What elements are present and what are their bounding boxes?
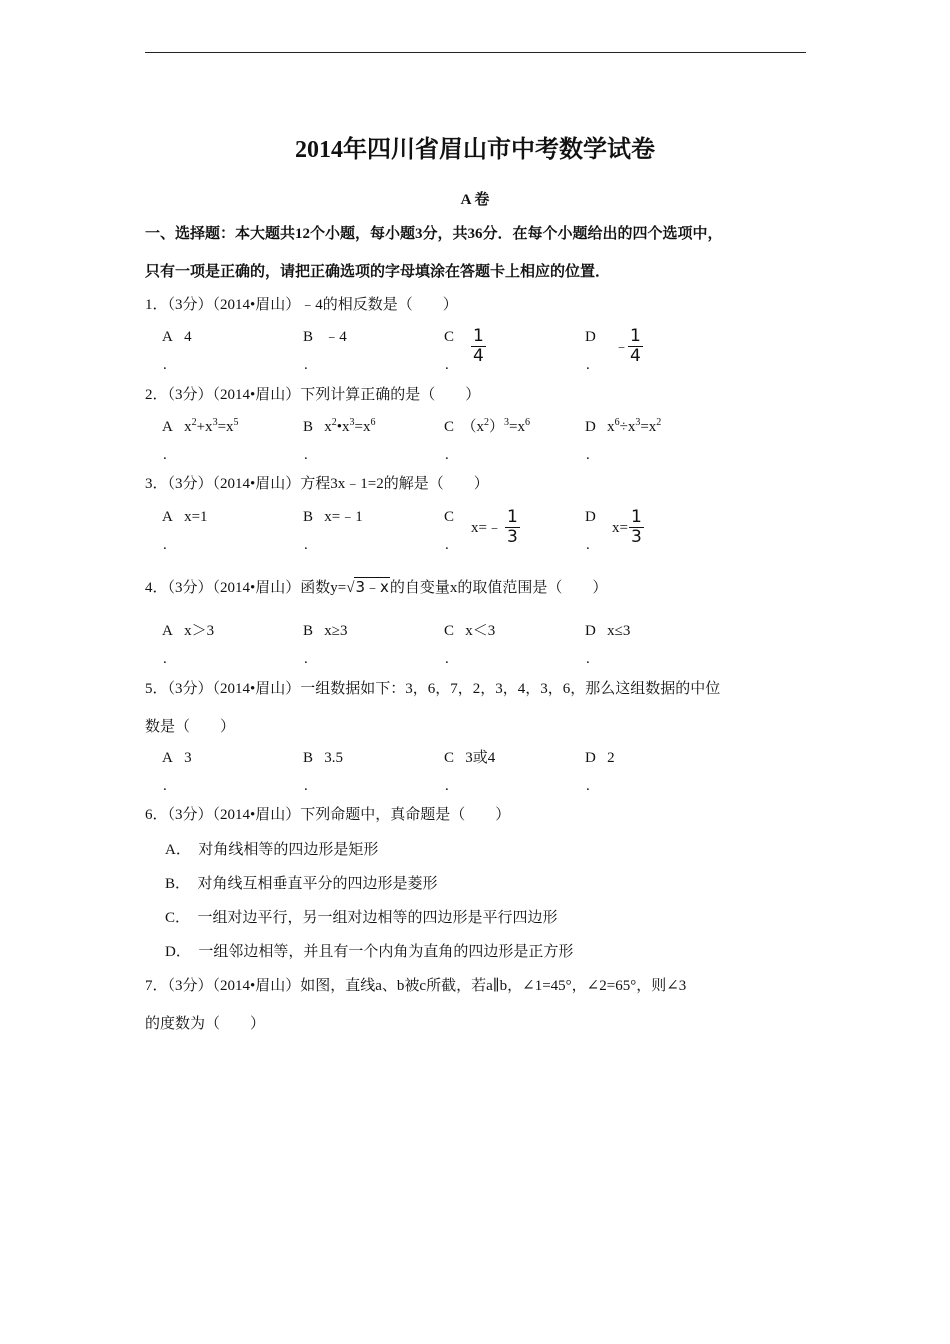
option-text: 3 — [184, 750, 192, 766]
option-dot: . — [445, 447, 449, 463]
option-b[interactable]: B． 对角线互相垂直平分的四边形是菱形 — [165, 876, 438, 892]
option-text: 4 — [184, 329, 192, 345]
option-letter: B — [303, 419, 314, 435]
option-c[interactable] — [444, 417, 530, 437]
page-title: 2014年四川省眉山市中考数学试卷 — [295, 137, 655, 163]
option-letter: D — [585, 509, 596, 525]
option-d[interactable]: D． 一组邻边相等，并且有一个内角为直角的四边形是正方形 — [165, 944, 574, 960]
option-c-fraction — [505, 508, 520, 547]
option-d[interactable] — [585, 621, 630, 641]
section-label: A 卷 — [460, 192, 490, 208]
option-letter: D — [585, 419, 596, 435]
option-text: x＞3 — [184, 623, 215, 639]
option-d-sign: ﹣ — [614, 339, 630, 355]
option-letter: D — [585, 750, 596, 766]
option-text: x≤3 — [607, 623, 631, 639]
option-letter: B — [303, 623, 314, 639]
option-letter: C — [444, 509, 455, 525]
option-dot: . — [163, 651, 167, 667]
option-dot: . — [304, 447, 308, 463]
question-4-stem — [145, 577, 607, 598]
question-6-stem: 6．（3分）（2014•眉山）下列命题中，真命题是（ ） — [145, 807, 511, 823]
expr: x — [324, 419, 332, 435]
question-5-stem-line1: 5．（3分）（2014•眉山）一组数据如下：3，6，7，2，3，4，3，6，那么这组数据的中位 — [145, 681, 721, 697]
expr: =x — [640, 419, 657, 435]
exponent: 3 — [349, 417, 355, 428]
option-c-prefix: x=﹣ — [471, 520, 502, 536]
option-letter: B — [303, 750, 314, 766]
option-letter: D — [585, 329, 596, 345]
option-dot: . — [304, 537, 308, 553]
option-c[interactable]: C． 一组对边平行，另一组对边相等的四边形是平行四边形 — [165, 910, 558, 926]
numerator: 1 — [631, 507, 642, 527]
option-letter: A — [162, 750, 173, 766]
numerator: 1 — [507, 507, 518, 527]
option-dot: . — [445, 778, 449, 794]
option-dot: . — [586, 651, 590, 667]
option-letter: B — [303, 329, 314, 345]
option-dot: . — [445, 651, 449, 667]
expr: =x — [509, 419, 526, 435]
option-d-prefix: x= — [612, 520, 628, 536]
option-text: x=1 — [184, 509, 208, 525]
option-dot: . — [163, 537, 167, 553]
header-rule — [145, 52, 806, 53]
option-letter: B — [303, 509, 314, 525]
exponent: 6 — [525, 417, 531, 428]
sqrt-sign: √ — [346, 580, 355, 596]
question-7-stem-line1: 7．（3分）（2014•眉山）如图，直线a、b被c所截，若a∥b，∠1=45°，∠2=65°，则∠3 — [145, 978, 687, 994]
option-dot: . — [586, 357, 590, 373]
part-heading-line1: 一、选择题：本大题共12个小题，每小题3分，共36分．在每个小题给出的四个选项中， — [145, 226, 723, 242]
option-dot: . — [304, 357, 308, 373]
option-dot: . — [304, 651, 308, 667]
option-d[interactable] — [585, 507, 596, 527]
option-dot: . — [163, 447, 167, 463]
option-dot: . — [163, 357, 167, 373]
denominator: 4 — [473, 346, 484, 366]
question-7-stem-line2: 的度数为（ ） — [145, 1016, 266, 1032]
option-c[interactable] — [444, 748, 495, 768]
exponent: 2 — [484, 417, 490, 428]
expr: ） — [489, 419, 505, 435]
exponent: 2 — [191, 417, 197, 428]
question-2-stem: 2．（3分）（2014•眉山）下列计算正确的是（ ） — [145, 387, 481, 403]
question-1-stem: 1．（3分）（2014•眉山）﹣4的相反数是（ ） — [145, 297, 458, 313]
expr: x — [607, 419, 615, 435]
option-letter: A — [162, 623, 173, 639]
expr: =x — [354, 419, 371, 435]
expr: x — [184, 419, 192, 435]
stem-text: 的自变量x的取值范围是（ ） — [389, 580, 608, 596]
option-dot: . — [445, 357, 449, 373]
option-dot: . — [163, 778, 167, 794]
option-a[interactable] — [162, 417, 239, 437]
option-b[interactable] — [303, 327, 347, 347]
question-3-stem: 3．（3分）（2014•眉山）方程3x﹣1=2的解是（ ） — [145, 476, 489, 492]
option-d-fraction — [629, 508, 644, 547]
exponent: 6 — [614, 417, 620, 428]
option-d[interactable] — [585, 748, 615, 768]
option-a[interactable] — [162, 748, 192, 768]
exponent: 3 — [212, 417, 218, 428]
stem-text: 4．（3分）（2014•眉山）函数 — [145, 580, 331, 596]
option-letter: A — [162, 329, 173, 345]
option-b[interactable] — [303, 507, 363, 527]
option-b[interactable] — [303, 417, 376, 437]
denominator: 3 — [507, 527, 518, 547]
option-a[interactable] — [162, 507, 208, 527]
option-text: ﹣4 — [324, 329, 347, 345]
formula-y: y= — [330, 580, 347, 596]
option-letter: A — [162, 419, 173, 435]
option-text: x=﹣1 — [324, 509, 363, 525]
expr: •x — [336, 419, 350, 435]
exponent: 3 — [504, 417, 510, 428]
expr: ÷x — [619, 419, 636, 435]
expr: （x — [461, 419, 485, 435]
option-text: 3.5 — [324, 750, 344, 766]
option-text: 3或4 — [465, 750, 496, 766]
exponent: 3 — [635, 417, 641, 428]
option-d[interactable] — [585, 417, 661, 437]
option-letter: D — [585, 623, 596, 639]
option-a[interactable] — [162, 327, 192, 347]
exponent: 2 — [331, 417, 337, 428]
option-dot: . — [586, 537, 590, 553]
option-letter: C — [444, 750, 455, 766]
numerator: 1 — [630, 326, 641, 346]
option-dot: . — [586, 778, 590, 794]
option-text: x≥3 — [324, 623, 348, 639]
expr: =x — [217, 419, 234, 435]
denominator: 3 — [631, 527, 642, 547]
part-heading-line2: 只有一项是正确的，请把正确选项的字母填涂在答题卡上相应的位置． — [145, 264, 611, 280]
option-dot: . — [586, 447, 590, 463]
option-letter: C — [444, 623, 455, 639]
option-text: x＜3 — [465, 623, 496, 639]
exponent: 2 — [656, 417, 662, 428]
option-b[interactable] — [303, 748, 343, 768]
option-c[interactable] — [444, 507, 454, 527]
option-c-fraction — [471, 327, 486, 366]
option-d-fraction — [628, 327, 643, 366]
question-5-stem-line2: 数是（ ） — [145, 719, 236, 735]
option-c[interactable] — [444, 327, 454, 347]
option-text: 2 — [607, 750, 615, 766]
option-c[interactable] — [444, 621, 495, 641]
option-a[interactable] — [162, 621, 214, 641]
expr: +x — [196, 419, 213, 435]
exponent: 5 — [233, 417, 239, 428]
denominator: 4 — [630, 346, 641, 366]
option-letter: C — [444, 329, 455, 345]
option-letter: C — [444, 419, 455, 435]
option-b[interactable] — [303, 621, 348, 641]
option-letter: A — [162, 509, 173, 525]
exponent: 6 — [370, 417, 376, 428]
numerator: 1 — [473, 326, 484, 346]
option-a[interactable]: A． 对角线相等的四边形是矩形 — [165, 842, 379, 858]
option-dot: . — [304, 778, 308, 794]
option-dot: . — [445, 537, 449, 553]
radicand: 3﹣x — [355, 578, 389, 596]
option-d[interactable] — [585, 327, 596, 347]
